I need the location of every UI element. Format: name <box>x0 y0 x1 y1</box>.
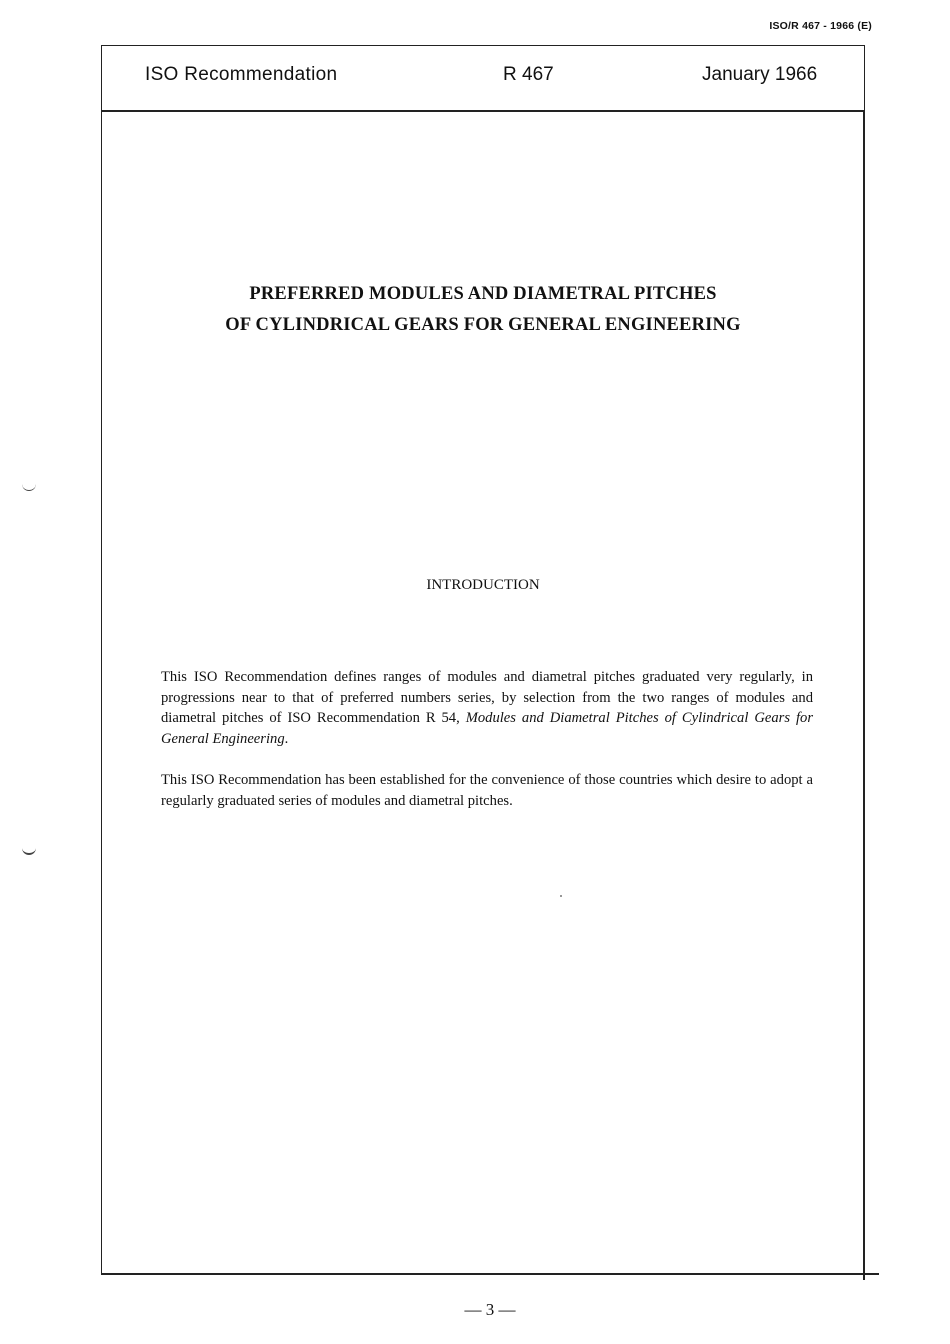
binding-mark-upper <box>22 482 36 491</box>
document-title <box>101 279 865 341</box>
page-frame <box>101 45 865 1275</box>
title-line-1: PREFERRED MODULES AND DIAMETRAL PITCHES <box>249 284 717 304</box>
frame-bottom-edge <box>101 1273 879 1275</box>
header-organization: ISO Recommendation <box>145 64 338 85</box>
header-date: January 1966 <box>702 64 818 85</box>
introduction-paragraph-1: This ISO Recommendation defines ranges of modules and diametral pitches graduated very regularly, in progressions near to that of preferred numbers series, by selection from the two ranges of modules and diametral pitches of ISO Recommendation R 54, Modules and Diametral Pitches of Cylindrical Gears for General Engineering. <box>161 669 813 747</box>
binding-mark-lower <box>22 845 36 855</box>
cited-standard-title: Modules and Diametral Pitches of Cylindrical Gears for General Engineering <box>161 710 813 747</box>
introduction-paragraph-2: This ISO Recommendation has been established for the convenience of those countries which desire to adopt a regularly graduated series of modules and diametral pitches. <box>161 772 813 809</box>
page-number: — 3 — <box>464 1300 516 1319</box>
header-divider <box>101 110 865 112</box>
introduction-heading: INTRODUCTION <box>426 577 540 593</box>
scan-speck <box>560 895 562 897</box>
header-recommendation-number: R 467 <box>503 64 554 85</box>
document-reference: ISO/R 467 - 1966 (E) <box>769 20 872 32</box>
paragraph-1-text: This ISO Recommendation defines ranges of modules and diametral pitches graduated very regularly, in progressions near to that of preferred numbers series, by selection from the two ranges of modules and diametral pitches of ISO Recommendation R 54, <box>161 669 813 726</box>
title-line-2: OF CYLINDRICAL GEARS FOR GENERAL ENGINEERING <box>225 315 741 335</box>
